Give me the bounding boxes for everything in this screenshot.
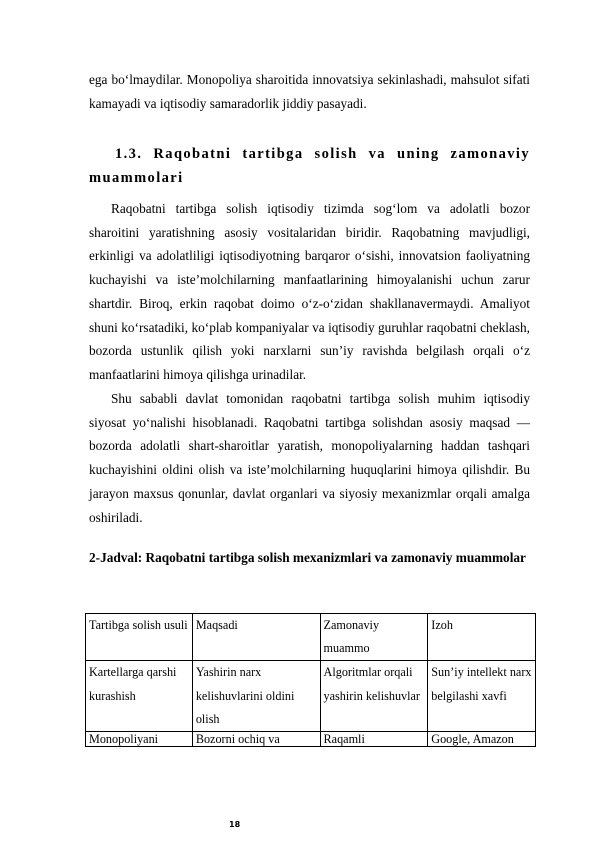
table-cell: Yashirin narx kelishuvlarini oldini olish bbox=[192, 661, 320, 732]
table-cell: Algoritmlar orqali yashirin kelishuvlar bbox=[320, 661, 428, 732]
header-cell: Izoh bbox=[428, 614, 536, 661]
table-caption: 2-Jadval: Raqobatni tartibga solish mexanizmlari va zamonaviy muammolar bbox=[89, 550, 526, 565]
body-paragraph-2: Shu sababli davlat tomonidan raqobatni tartibga solish muhim iqtisodiy siyosat yo‘nalishi hisoblanadi. Raqobatni tartibga solishdan asosiy maqsad — bozorda adolatli shart-sharoitlar yaratish, monopoliyalarning haddan tashqari kuchayishini oldini olish va iste’molchilarning huquqlarini himoya qilishdir. Bu jarayon maxsus qonunlar, davlat organlari va siyosiy mexanizmlar orqali amalga oshiriladi. bbox=[89, 391, 530, 525]
table-cell: Kartellarga qarshi kurashish bbox=[86, 661, 193, 732]
page-number: 18 bbox=[229, 820, 241, 829]
section-title: Raqobatni tartibga solish va uning zamonaviy muammolari bbox=[89, 146, 530, 186]
table-cell: Raqamli bbox=[320, 732, 428, 747]
table-cell: Bozorni ochiq va bbox=[192, 732, 320, 747]
intro-paragraph: ega bo‘lmaydilar. Monopoliya sharoitida innovatsiya sekinlashadi, mahsulot sifati kamayadi va iqtisodiy samaradorlik jiddiy pasayadi. bbox=[89, 72, 530, 111]
header-cell: Maqsadi bbox=[192, 614, 320, 661]
header-cell: Tartibga solish usuli bbox=[86, 614, 193, 661]
header-cell: Zamonaviy muammo bbox=[320, 614, 428, 661]
table-header-row bbox=[86, 614, 536, 661]
table-cell: Monopoliyani bbox=[86, 732, 193, 747]
table-row bbox=[86, 661, 536, 732]
section-number: 1.3. bbox=[115, 146, 143, 162]
table-cell: Sun’iy intellekt narx belgilashi xavfi bbox=[428, 661, 536, 732]
mechanisms-table bbox=[85, 613, 536, 747]
table-row bbox=[86, 732, 536, 747]
table-cell: Google, Amazon bbox=[428, 732, 536, 747]
section-heading bbox=[89, 143, 530, 190]
body-paragraph-1: Raqobatni tartibga solish iqtisodiy tizimda sog‘lom va adolatli bozor sharoitini yaratishning asosiy vositalaridan biridir. Raqobatning mavjudligi, erkinligi va adolatliligi iqtisodiyotning barqaror o‘sishi, innovatsion faoliyatning kuchayishi va iste’molchilarning manfaatlarining himoyalanishi uchun zarur shartdir. Biroq, erkin raqobat doimo o‘z-o‘zidan shakllanavermaydi. Amaliyot shuni ko‘rsatadiki, ko‘plab kompaniyalar va iqtisodiy guruhlar raqobatni cheklash, bozorda ustunlik qilish yoki narxlarni sun’iy ravishda belgilash orqali o‘z manfaatlarini himoya qilishga urinadilar. bbox=[89, 201, 530, 382]
